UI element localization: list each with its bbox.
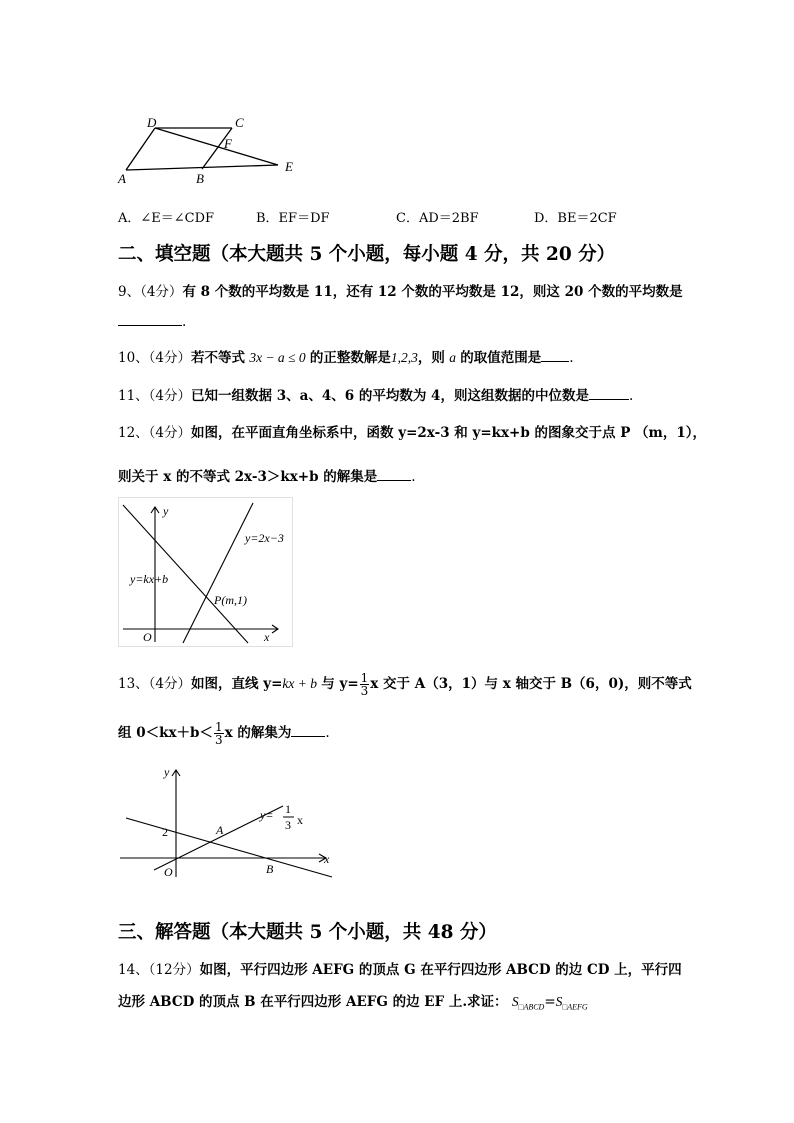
q9-end: . [182,314,187,330]
q14-text-line2: 边形 ABCD 的顶点 B 在平行四边形 AEFG 的边 EF 上.求证： [118,994,508,1010]
label-b: B [196,171,204,186]
q12-blank[interactable] [377,468,411,481]
q13-origin-label: O [164,865,173,879]
q13-line-var: x [297,813,303,827]
question-9 [118,280,683,300]
q13-fraction [360,672,370,697]
label-f: F [224,136,232,151]
q13-y-axis-label: y [164,765,170,779]
figure-parallelogram-q8 [110,110,310,190]
q12-end: . [411,469,416,485]
q10-text3: ，则 [417,350,445,366]
q13-fraction-2 [214,721,224,746]
label-c: C [235,115,244,130]
q9-text: 有 8 个数的平均数是 11，还有 12 个数的平均数是 12，则这 20 个数的平均数是 [182,284,683,300]
q10-expression: 3x − a ≤ 0 [249,350,306,365]
question-12-line2 [118,465,416,485]
q13-line-frac-den: 3 [285,818,291,832]
q10-prefix: 10、（4分） [118,350,192,366]
label-a: A [118,171,126,186]
q12-line2-label: y=kx+b [130,572,169,586]
option-d: D．BE＝2CF [534,211,617,226]
question-10 [118,346,574,366]
q10-text4: 的取值范围是 [460,350,542,366]
question-14-line1 [118,958,682,978]
q13-text2: 与 y= [321,676,359,692]
q14-eq: = [544,994,556,1010]
option-b: B．EF＝DF [256,211,330,226]
q13-line-frac-num: 1 [285,802,291,816]
question-13-line1 [118,672,692,697]
q13-text3: x 交于 A（3，1）与 x 轴交于 B（6，0)，则不等式 [370,676,692,692]
q14-sub1: □ABCD [518,1002,545,1012]
q12-y-axis-label: y [163,504,169,518]
q13-frac-num: 1 [360,671,369,685]
q10-variable: a [449,350,456,365]
q14-sub2: □AEFG [562,1002,588,1012]
q10-text2: 的正整数解是 [309,350,391,366]
q12-text-line2: 则关于 x 的不等式 2x-3＞kx+b 的解集是 [118,469,378,485]
q13-frac-den: 3 [360,684,369,698]
q13-point-a-label: A [216,823,224,837]
q13-end: . [325,725,330,741]
q12-point-label: P(m,1) [214,593,247,607]
option-a: A．∠E＝∠CDF [118,211,215,226]
q13-frac2-den: 3 [214,733,223,747]
label-e: E [285,159,293,174]
q10-end: . [569,350,574,366]
q14-s2: S [555,994,563,1009]
q11-prefix: 11、（4分） [118,388,192,404]
option-c: C．AD＝2BF [396,211,479,226]
q13-blank[interactable] [291,724,325,737]
q12-prefix: 12、（4分） [118,425,192,441]
question-12-line1 [118,421,706,441]
figure-q13-graph [118,762,338,887]
q11-text: 已知一组数据 3、a、4、6 的平均数为 4，则这组数据的中位数是 [191,388,589,404]
q13-prefix: 13、（4分） [118,676,192,692]
q13-text5: x 的解集为 [224,725,292,741]
q12-origin-label: O [143,630,152,644]
q13-text4: 组 0＜kx＋b＜ [118,725,213,741]
section-3-title: 三、解答题（本大题共 5 个小题，共 48 分） [118,922,497,943]
q11-end: . [628,388,634,404]
q9-prefix: 9、（4分） [118,284,183,300]
q13-tick-label: 2 [162,825,168,839]
q13-text1: 如图，直线 y= [191,676,283,692]
q13-expression: kx + b [282,676,317,691]
q12-text-line1: 如图，在平面直角坐标系中，函数 y=2x-3 和 y=kx+b 的图象交于点 P （m，1）， [191,425,706,441]
question-13-line2 [118,721,330,746]
question-9-answer-line [118,313,186,330]
q12-line1-label: y=2x−3 [245,531,284,545]
q10-solutions: 1,2,3 [390,350,418,365]
question-14-line2 [118,990,588,1012]
question-11 [118,384,633,404]
q14-text-line1: 如图，平行四边形 AEFG 的顶点 G 在平行四边形 ABCD 的边 CD 上，平行四 [199,962,682,978]
label-d: D [147,115,157,130]
q11-blank[interactable] [589,387,629,400]
q14-prefix: 14、（12分） [118,962,200,978]
q13-frac2-num: 1 [214,720,223,734]
figure-q12-graph [118,497,293,647]
q10-text1: 若不等式 [191,350,246,366]
q12-x-axis-label: x [264,630,270,644]
q9-blank[interactable] [118,313,182,326]
q13-x-axis-label: x [324,852,330,866]
q10-blank[interactable] [541,349,569,362]
q13-point-b-label: B [266,862,274,876]
q14-s1: S [511,994,519,1009]
section-2-title: 二、填空题（本大题共 5 个小题，每小题 4 分，共 20 分） [118,244,616,265]
q13-line-label: y= [260,808,274,822]
